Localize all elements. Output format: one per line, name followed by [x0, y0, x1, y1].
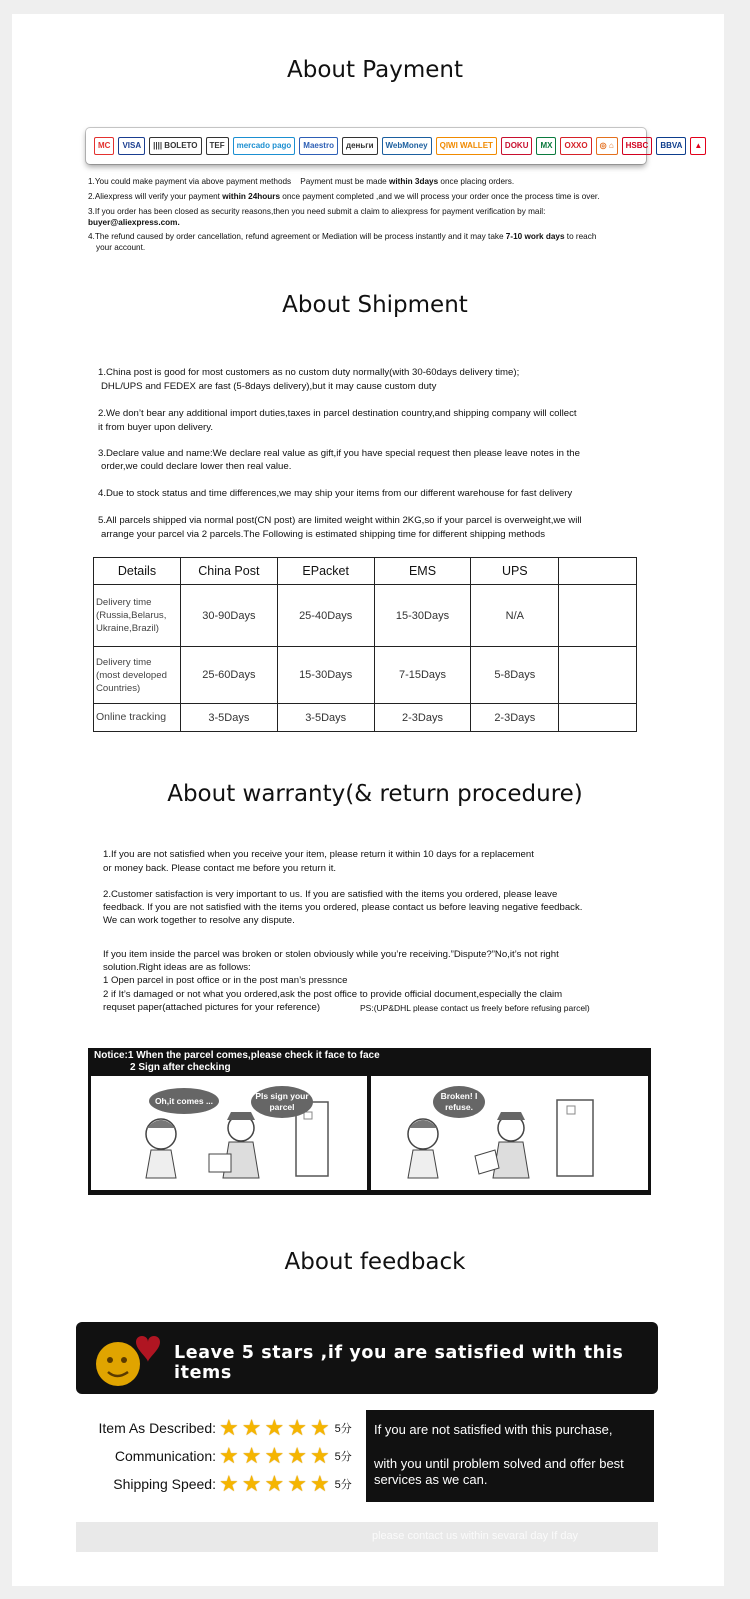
- star-icon: ★: [309, 1442, 330, 1468]
- visa-logo: VISA: [118, 137, 145, 155]
- notice-line-1: Notice:1 When the parcel comes,please check it face to face: [94, 1050, 380, 1061]
- star-icon: ★: [241, 1414, 262, 1440]
- doku-logo: DOKU: [501, 137, 533, 155]
- mercadopago-logo: mercado pago: [233, 137, 296, 155]
- table-header-cell: EMS: [374, 558, 471, 585]
- table-header-cell: EPacket: [277, 558, 374, 585]
- hsbc-logo: HSBC: [622, 137, 653, 155]
- warranty-note-2b: feedback. If you are not satisfied with the items you ordered, please contact us before leaving negative feedback.: [103, 902, 583, 913]
- payment-note-4: 4.The refund caused by order cancellation, refund agreement or Mediation will be process instantly and it may take 7-10 work days to reach: [88, 232, 597, 241]
- payment-email: buyer@aliexpress.com.: [88, 218, 180, 227]
- shipment-note-3a: 3.Declare value and name:We declare real value as gift,if you have special request then please leave notes in the: [98, 448, 580, 459]
- table-row: [94, 647, 637, 704]
- mexico-flag: MX: [536, 137, 556, 155]
- star-icon: ★: [219, 1470, 239, 1496]
- warranty-note-2c: We can work together to resolve any dispute.: [103, 915, 295, 926]
- boleto-logo: |||| BOLETO: [149, 137, 201, 155]
- feedback-dissatisfied-box: [366, 1410, 654, 1502]
- star-rating: [219, 1442, 333, 1468]
- shipment-note-2b: it from buyer upon delivery.: [98, 422, 213, 433]
- table-header-cell: [559, 558, 637, 585]
- star-icon: ★: [219, 1414, 239, 1440]
- shipment-note-2a: 2.We don’t bear any additional import duties,taxes in parcel destination country,and shipping company will collect: [98, 408, 577, 419]
- webmoney-logo: WebMoney: [382, 137, 432, 155]
- payment-note-4b: your account.: [96, 243, 146, 252]
- delivery-illustration-accept: [91, 1076, 367, 1190]
- star-icon: ★: [241, 1442, 262, 1468]
- star-icon: ★: [287, 1442, 307, 1468]
- warranty-note-3b: solution.Right ideas are as follows:: [103, 962, 251, 973]
- star-rating: [219, 1470, 333, 1496]
- notice-panel-refuse: [371, 1076, 648, 1190]
- payment-methods-bar: [86, 128, 703, 164]
- warranty-note-1a: 1.If you are not satisfied when you receive your item, please return it within 10 days for a replacement: [103, 849, 534, 860]
- notice-box: [88, 1048, 651, 1195]
- speech-bubble: Pls sign your parcel: [251, 1086, 313, 1118]
- rating-label: Shipping Speed:: [113, 1476, 216, 1492]
- misc-logo: ◎ ⌂: [596, 137, 618, 155]
- table-cell: N/A: [471, 585, 559, 647]
- warranty-title: About warranty(& return procedure): [167, 781, 583, 807]
- feedback-ratings: [76, 1402, 658, 1522]
- rating-row: [76, 1472, 366, 1496]
- rating-score: 5分: [334, 1423, 352, 1435]
- table-header-cell: UPS: [471, 558, 559, 585]
- table-cell: 3-5Days: [277, 704, 374, 732]
- table-cell: Delivery time (Russia,Belarus, Ukraine,Brazil): [94, 585, 181, 647]
- shipping-time-table: [93, 557, 637, 732]
- warranty-ps: PS:(UP&DHL please contact us freely before refusing parcel): [360, 1003, 590, 1013]
- table-cell: 2-3Days: [374, 704, 471, 732]
- warranty-note-3d: 2 if It’s damaged or not what you ordered,ask the post office to provide official document,especially the claim: [103, 989, 563, 1000]
- feedback-banner-text: Leave 5 stars ,if you are satisfied with this items: [174, 1343, 624, 1383]
- payment-note-2: 2.Aliexpress will verify your payment within 24hours once payment completed ,and we will process your order once the process time is over.: [88, 192, 600, 201]
- table-cell: 25-60Days: [180, 647, 277, 704]
- maestro-logo: Maestro: [299, 137, 338, 155]
- footer-text: please contact us within sevaral day If day: [372, 1530, 579, 1542]
- table-cell: 15-30Days: [277, 647, 374, 704]
- yandex-logo: деньги: [342, 137, 378, 155]
- payment-note-1: 1.You could make payment via above payment methods Payment must be made within 3days once placing orders.: [88, 177, 515, 186]
- rating-row: [76, 1444, 366, 1468]
- table-cell: Delivery time (most developed Countries): [94, 647, 181, 704]
- warranty-note-2a: 2.Customer satisfaction is very important to us. If you are satisfied with the items you ordered, please leave: [103, 889, 558, 900]
- warranty-note-3c: 1 Open parcel in post office or in the post man’s pressnce: [103, 975, 348, 986]
- dissatisfied-line-1: If you are not satisfied with this purchase,: [374, 1422, 613, 1437]
- oxxo-logo: OXXO: [560, 137, 591, 155]
- table-row: [94, 704, 637, 732]
- rating-row: [76, 1416, 366, 1440]
- table-cell: 7-15Days: [374, 647, 471, 704]
- feedback-title: About feedback: [284, 1249, 466, 1275]
- shipment-note-1a: 1.China post is good for most customers as no custom duty normally(with 30-60days delivery time);: [98, 367, 520, 378]
- bbva-logo: BBVA: [656, 137, 686, 155]
- rating-label: Item As Described:: [98, 1420, 216, 1436]
- table-cell: 15-30Days: [374, 585, 471, 647]
- table-header-row: [94, 558, 637, 585]
- table-row: [94, 585, 637, 647]
- heart-emoji-icon: [90, 1328, 166, 1390]
- qiwi-logo: QIWI WALLET: [436, 137, 497, 155]
- table-cell: [559, 585, 637, 647]
- dissatisfied-line-2: with you until problem solved and offer best services as we can.: [374, 1456, 624, 1487]
- feedback-footer: [76, 1522, 658, 1552]
- shipment-note-5a: 5.All parcels shipped via normal post(CN post) are limited weight within 2KG,so if your parcel is overweight,we will: [98, 515, 582, 526]
- warranty-note-1b: or money back. Please contact me before you return it.: [103, 863, 337, 874]
- star-icon: ★: [241, 1470, 262, 1496]
- table-cell: 5-8Days: [471, 647, 559, 704]
- payment-title: About Payment: [286, 57, 463, 83]
- star-icon: ★: [264, 1470, 285, 1496]
- warranty-note-3e: requset paper(attached pictures for your reference): [103, 1002, 321, 1013]
- star-rating: [219, 1414, 333, 1440]
- star-icon: ★: [287, 1470, 307, 1496]
- star-icon: ★: [264, 1414, 285, 1440]
- shipment-note-1b: DHL/UPS and FEDEX are fast (5-8days delivery),but it may cause custom duty: [101, 381, 437, 392]
- mastercard-logo: MC: [94, 137, 114, 155]
- warranty-note-3a: If you item inside the parcel was broken or stolen obviously while you’re receiving.”Dispute?”No,it’s not right: [103, 949, 559, 960]
- shipment-note-5b: arrange your parcel via 2 parcels.The Following is estimated shipping time for different shipping methods: [101, 529, 546, 540]
- table-header-cell: China Post: [180, 558, 277, 585]
- shipment-note-4: 4.Due to stock status and time differences,we may ship your items from our different warehouse for fast delivery: [98, 488, 573, 499]
- table-cell: 30-90Days: [180, 585, 277, 647]
- rating-label: Communication:: [114, 1448, 216, 1464]
- rating-score: 5分: [334, 1479, 352, 1491]
- feedback-banner: [76, 1322, 658, 1394]
- table-cell: 3-5Days: [180, 704, 277, 732]
- table-cell: Online tracking: [94, 704, 181, 732]
- table-cell: 2-3Days: [471, 704, 559, 732]
- star-icon: ★: [219, 1442, 239, 1468]
- star-icon: ★: [287, 1414, 307, 1440]
- rating-score: 5分: [334, 1451, 352, 1463]
- star-icon: ★: [309, 1414, 330, 1440]
- santander-logo: ▲: [690, 137, 706, 155]
- star-icon: ★: [264, 1442, 285, 1468]
- notice-panel-accept: [91, 1076, 367, 1190]
- shipment-title: About Shipment: [282, 292, 468, 318]
- notice-line-2: 2 Sign after checking: [130, 1062, 231, 1073]
- table-cell: 25-40Days: [277, 585, 374, 647]
- table-cell: [559, 647, 637, 704]
- speech-bubble: Oh,it comes ...: [149, 1088, 219, 1114]
- table-header-cell: Details: [94, 558, 181, 585]
- shipment-note-3b: order,we could declare lower then real value.: [101, 461, 292, 472]
- speech-bubble: Broken! I refuse.: [433, 1086, 485, 1118]
- table-cell: [559, 704, 637, 732]
- tef-logo: TEF: [206, 137, 229, 155]
- star-icon: ★: [309, 1470, 330, 1496]
- delivery-illustration-refuse: [371, 1076, 648, 1190]
- payment-note-3: 3.If you order has been closed as security reasons,then you need submit a claim to aliexpress for payment verification by mail:: [88, 207, 546, 216]
